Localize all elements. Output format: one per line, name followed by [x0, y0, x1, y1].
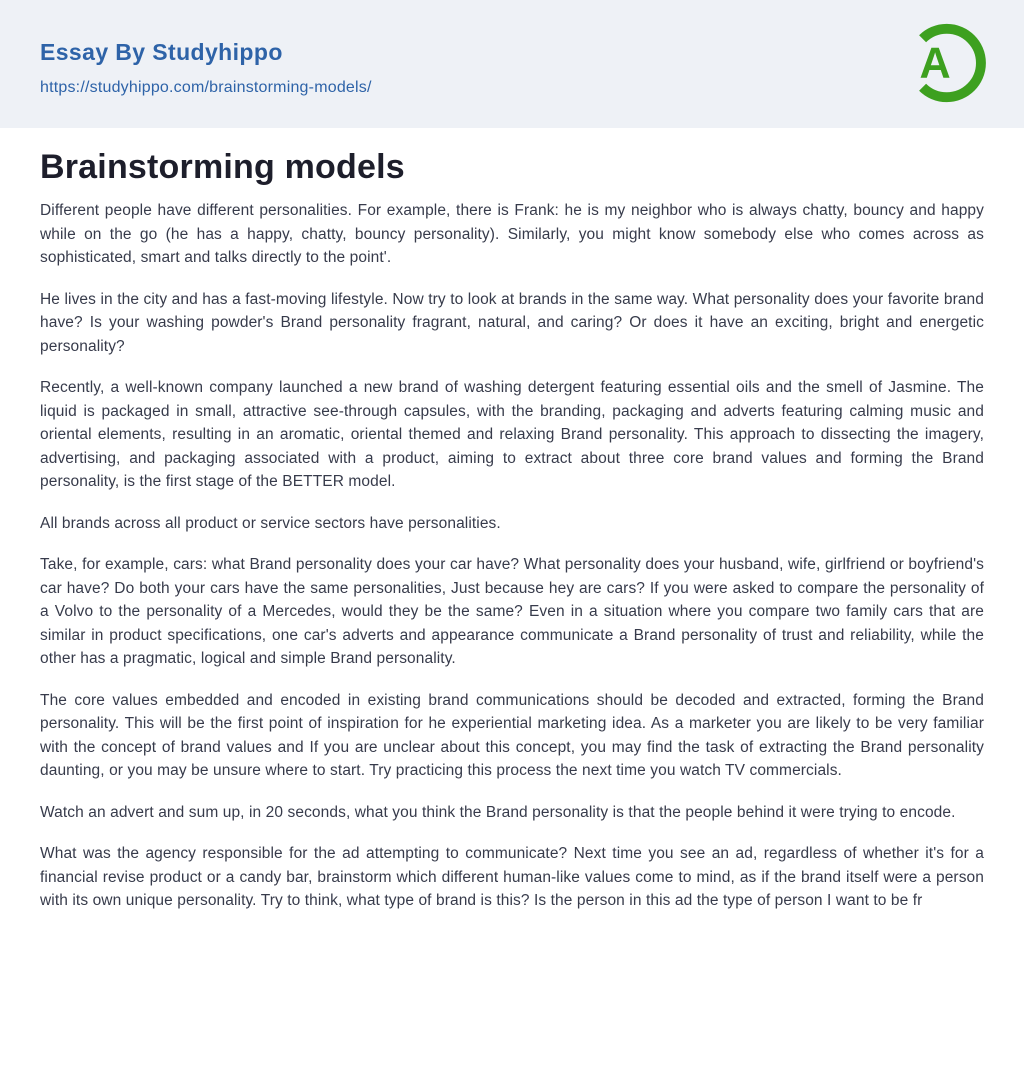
header-title: Essay By Studyhippo [40, 39, 283, 65]
essay-paragraph: All brands across all product or service sectors have personalities. [40, 514, 501, 532]
essay-title: Brainstorming models [40, 148, 405, 186]
essay-paragraph: He lives in the city and has a fast-moving lifestyle. Now try to look at brands in the same way. What personality does your favorite brand have? Is your washing powder's Brand personality fragrant, natural, and caring? Or does it have an exciting, bright and energetic personality? [40, 290, 984, 355]
essay-paragraph: Recently, a well-known company launched a new brand of washing detergent featuring essential oils and the smell of Jasmine. The liquid is packaged in small, attractive see-through capsules, with the branding, packaging and adverts featuring calming music and oriental elements, resulting in an aromatic, oriental themed and relaxing Brand personality. This approach to dissecting the imagery, advertising, and packaging associated with a product, aiming to extract about three core brand values and forming the Brand personality, is the first stage of the BETTER model. [40, 379, 984, 491]
essay-paragraph: Different people have different personalities. For example, there is Frank: he is my neighbor who is always chatty, bouncy and happy while on the go (he has a happy, chatty, bouncy personality). Similarly, you might know somebody else who comes across as sophisticated, smart and talks directly to the point'. [40, 202, 984, 267]
header-text-block [40, 40, 372, 97]
page-header [0, 0, 1024, 128]
studyhippo-logo [900, 18, 990, 108]
source-url-link[interactable]: https://studyhippo.com/brainstorming-models/ [40, 79, 372, 97]
essay-paragraph: What was the agency responsible for the ad attempting to communicate? Next time you see an ad, regardless of whether it's for a financial revise product or a candy bar, brainstorm which different human-like values come to mind, as if the brand itself were a person with its own unique personality. Try to think, what type of brand is this? Is the person in this ad the type of person I want to be fr [40, 845, 984, 910]
essay-paragraph: The core values embedded and encoded in existing brand communications should be decoded and extracted, forming the Brand personality. This will be the first point of inspiration for he experiential marketing idea. As a marketer you are likely to be very familiar with the concept of brand values and If you are unclear about this concept, you may find the task of extracting the Brand personality daunting, or you may be unsure where to start. Try practicing this process the next time you watch TV commercials. [40, 691, 984, 780]
logo-arc-icon [900, 18, 990, 108]
essay-content [0, 149, 1024, 913]
logo-letter: A [919, 39, 951, 88]
essay-paragraph: Take, for example, cars: what Brand personality does your car have? What personality does your husband, wife, girlfriend or boyfriend's car have? Do both your cars have the same personalities, Just because hey are cars? If you were asked to compare the personality of a Volvo to the personality of a Mercedes, would they be the same? Even in a situation where you compare two family cars that are similar in product specifications, one car's adverts and appearance communicate a Brand personality of trust and reliability, while the other has a pragmatic, logical and simple Brand personality. [40, 556, 984, 668]
essay-paragraph: Watch an advert and sum up, in 20 seconds, what you think the Brand personality is that the people behind it were trying to encode. [40, 803, 956, 821]
